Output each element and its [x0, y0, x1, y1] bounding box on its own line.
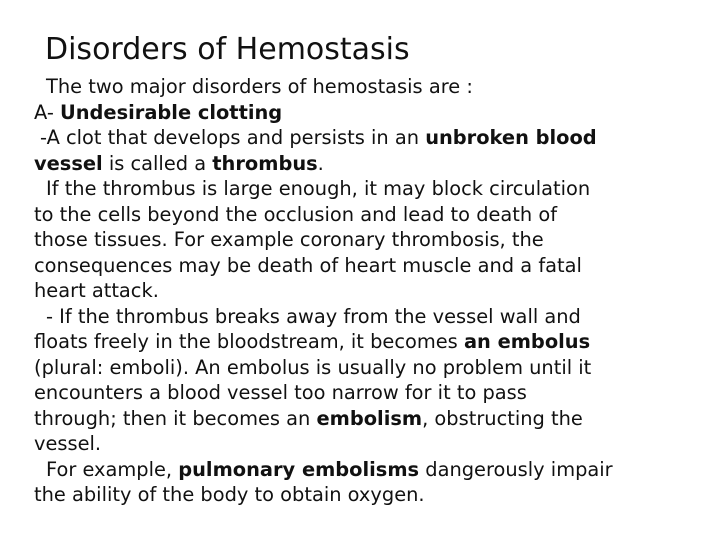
p2-line-1: If the thrombus is large enough, it may block circulation: [46, 177, 591, 200]
p1-line-1: [34, 125, 706, 151]
p1-line-2: [34, 151, 706, 177]
p3-line-2: [34, 329, 706, 355]
p1-bold-1: unbroken blood: [425, 126, 597, 149]
p4-line-2: the ability of the body to obtain oxygen.: [34, 483, 425, 506]
p4-line-1: [34, 457, 706, 483]
p2-line-4: consequences may be death of heart muscle and a fatal: [34, 253, 582, 277]
section-a-title: Undesirable clotting: [60, 100, 283, 124]
p3-line-4: encounters a blood vessel too narrow for it to pass: [34, 381, 527, 404]
slide-title: Disorders of Hemostasis: [45, 32, 410, 67]
p2-line-2: to the cells beyond the occlusion and lead to death of: [34, 202, 558, 226]
p3-line-5: [34, 406, 706, 432]
p3-text-5a: through; then it becomes an: [34, 406, 317, 430]
p3-line-3: (plural: emboli). An embolus is usually no problem until it: [34, 355, 592, 379]
p3-line-1: - If the thrombus breaks away from the vessel wall and: [46, 304, 581, 328]
p1-text-1: -A clot that develops and persists in an: [40, 126, 426, 149]
p4-bold-1: pulmonary embolisms: [178, 457, 420, 481]
p2-line-3: those tissues. For example coronary thrombosis, the: [34, 228, 544, 251]
p3-text-2: floats freely in the bloodstream, it becomes: [34, 330, 464, 353]
p3-text-5b: , obstructing the: [422, 406, 583, 430]
p4-text-2: dangerously impair: [419, 457, 613, 481]
p1-bold-2: vessel: [34, 151, 103, 175]
p1-text-2: is called a: [102, 151, 213, 175]
p3-bold-embolus: an embolus: [463, 330, 591, 353]
p2-line-5: heart attack.: [34, 279, 159, 302]
p3-bold-embolism: embolism: [316, 406, 423, 430]
section-a-heading: [34, 100, 706, 126]
p3-line-6: vessel.: [34, 432, 102, 455]
intro-line: The two major disorders of hemostasis are :: [46, 75, 473, 98]
p1-bold-3: thrombus: [212, 151, 318, 175]
slide-body: [34, 74, 706, 508]
p4-text-1: For example,: [46, 457, 179, 481]
section-a-prefix: A-: [34, 100, 60, 124]
p1-text-3: .: [317, 151, 324, 175]
